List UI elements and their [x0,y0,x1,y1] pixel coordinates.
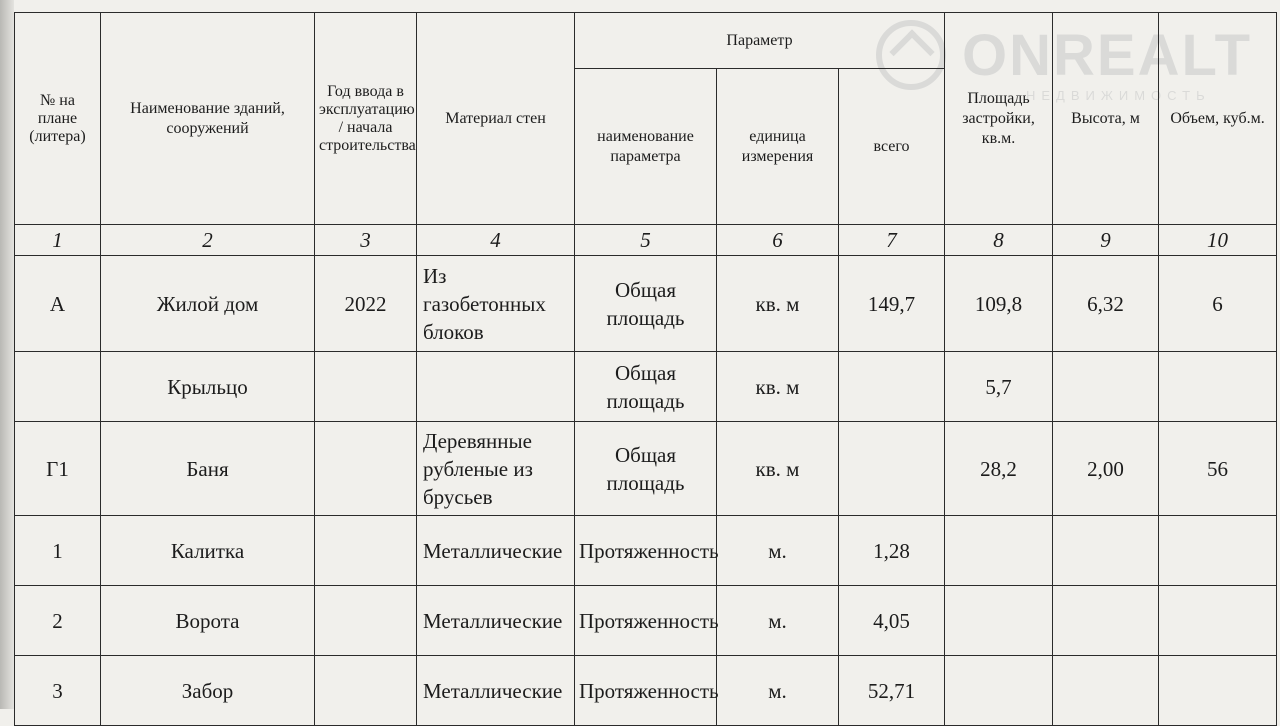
table-row [15,422,1277,516]
cell-wall-material: Деревянные рубленые из брусьев [417,422,575,516]
cell-height: 6,32 [1053,256,1159,352]
cell-plan-number: Г1 [15,422,101,516]
cell-built-area [945,586,1053,656]
cell-volume: 56 [1159,422,1277,516]
header-year: Год ввода в эксплуатацию / начала строительства [315,13,417,225]
column-number: 9 [1053,225,1159,256]
header-param-total: всего [839,69,945,225]
cell-height [1053,656,1159,726]
header-wall-material: Материал стен [417,13,575,225]
cell-wall-material: Металлические [417,516,575,586]
cell-built-area: 28,2 [945,422,1053,516]
cell-wall-material: Металлические [417,656,575,726]
watermark-brand: ONREALT [962,23,1253,88]
cell-built-area: 5,7 [945,352,1053,422]
cell-year [315,586,417,656]
cell-year [315,352,417,422]
header-building-name: Наименование зданий, сооружений [101,13,315,225]
cell-building-name: Жилой дом [101,256,315,352]
header-parameter-group: Параметр [575,13,945,69]
cell-height [1053,516,1159,586]
cell-param-name: Протяженность [575,516,717,586]
watermark-subtitle: НЕДВИЖИМОСТЬ [1026,88,1211,103]
cell-param-total: 1,28 [839,516,945,586]
header-plan-number: № на плане (литера) [15,13,101,225]
cell-param-name: Протяженность [575,656,717,726]
cell-volume [1159,586,1277,656]
cell-param-unit: кв. м [717,422,839,516]
cell-year: 2022 [315,256,417,352]
cell-height [1053,352,1159,422]
cell-plan-number: 1 [15,516,101,586]
cell-param-name: Общая площадь [575,352,717,422]
header-built-area: Площадь застройки, кв.м. [945,13,1053,225]
cell-building-name: Ворота [101,586,315,656]
cell-param-total: 52,71 [839,656,945,726]
cell-built-area: 109,8 [945,256,1053,352]
cell-param-name: Протяженность [575,586,717,656]
cell-building-name: Баня [101,422,315,516]
cell-wall-material: Из газобетонных блоков [417,256,575,352]
column-number: 7 [839,225,945,256]
header-height: Высота, м [1053,13,1159,225]
table-row [15,586,1277,656]
buildings-table [14,12,1277,726]
header-param-name: наименование параметра [575,69,717,225]
column-number-row [15,225,1277,256]
column-number: 3 [315,225,417,256]
cell-param-unit: кв. м [717,256,839,352]
table-row [15,256,1277,352]
cell-param-total [839,422,945,516]
cell-param-unit: м. [717,656,839,726]
cell-volume [1159,352,1277,422]
cell-built-area [945,656,1053,726]
cell-param-unit: кв. м [717,352,839,422]
column-number: 2 [101,225,315,256]
cell-built-area [945,516,1053,586]
scan-edge [0,0,14,709]
cell-param-unit: м. [717,586,839,656]
column-number: 6 [717,225,839,256]
table-row [15,656,1277,726]
cell-volume [1159,516,1277,586]
cell-plan-number: А [15,256,101,352]
cell-wall-material [417,352,575,422]
cell-param-total: 4,05 [839,586,945,656]
cell-plan-number: 2 [15,586,101,656]
cell-height: 2,00 [1053,422,1159,516]
column-number: 10 [1159,225,1277,256]
column-number: 8 [945,225,1053,256]
cell-plan-number: 3 [15,656,101,726]
cell-year [315,656,417,726]
cell-height [1053,586,1159,656]
cell-wall-material: Металлические [417,586,575,656]
cell-param-total [839,352,945,422]
cell-param-name: Общая площадь [575,422,717,516]
column-number: 4 [417,225,575,256]
header-volume: Объем, куб.м. [1159,13,1277,225]
column-number: 5 [575,225,717,256]
cell-year [315,516,417,586]
cell-building-name: Крыльцо [101,352,315,422]
cell-volume: 6 [1159,256,1277,352]
cell-param-total: 149,7 [839,256,945,352]
column-number: 1 [15,225,101,256]
table-row [15,516,1277,586]
table-row [15,352,1277,422]
cell-building-name: Забор [101,656,315,726]
cell-year [315,422,417,516]
cell-param-name: Общая площадь [575,256,717,352]
cell-building-name: Калитка [101,516,315,586]
cell-param-unit: м. [717,516,839,586]
header-param-unit: единица измерения [717,69,839,225]
cell-volume [1159,656,1277,726]
cell-plan-number [15,352,101,422]
